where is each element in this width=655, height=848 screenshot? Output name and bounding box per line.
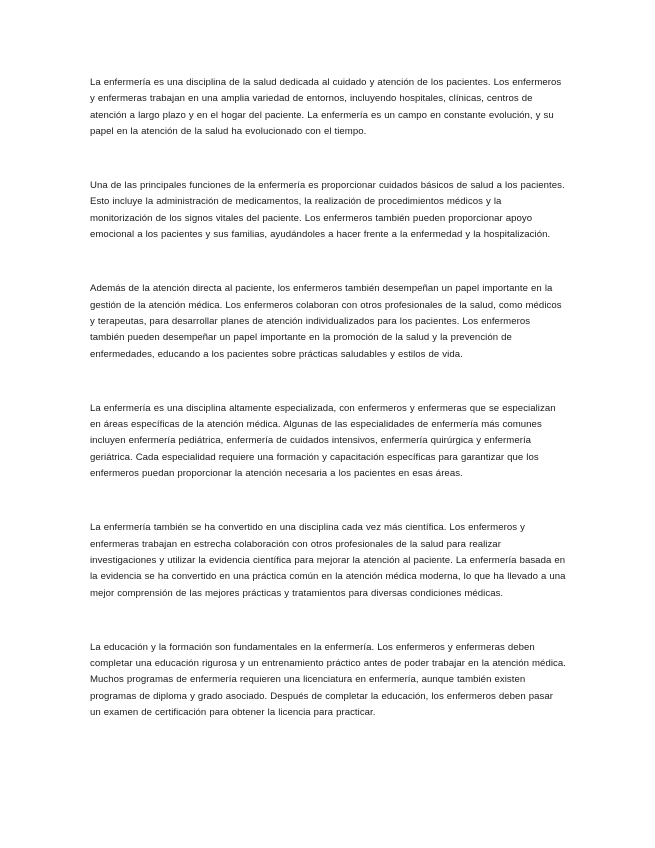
paragraph: La educación y la formación son fundamentales en la enfermería. Los enfermeros y enfermeras deben completar una educación rigurosa y un entrenamiento práctico antes de poder trabajar en la atención médica. Muchos programas de enfermería requieren una licenciatura en enfermería, aunque también existen programas de diploma y grado asociado. Después de completar la educación, los enfermeros deben pasar un examen de certificación para obtener la licencia para practicar. (90, 641, 566, 719)
paragraph: La enfermería es una disciplina altamente especializada, con enfermeros y enfermeras que se especializan en áreas específicas de la atención médica. Algunas de las especialidades de enfermería más comunes incluyen enfermería pediátrica, enfermería de cuidados intensivos, enfermería quirúrgica y enfermería geriátrica. Cada especialidad requiere una formación y capacitación específicas para garantizar que los enfermeros puedan proporcionar la atención necesaria a los pacientes en esas áreas. (90, 402, 556, 480)
document-body (90, 75, 566, 721)
paragraph: La enfermería es una disciplina de la salud dedicada al cuidado y atención de los pacientes. Los enfermeros y enfermeras trabajan en una amplia variedad de entornos, incluyendo hospitales, clínicas, centros de atención a largo plazo y en el hogar del paciente. La enfermería es un campo en constante evolución, y su papel en la atención de la salud ha evolucionado con el tiempo. (90, 77, 562, 137)
paragraph: Además de la atención directa al paciente, los enfermeros también desempeñan un papel importante en la gestión de la atención médica. Los enfermeros colaboran con otros profesionales de la salud, como médicos y terapeutas, para desarrollar planes de atención individualizados para los pacientes. Los enfermeros también pueden desempeñar un papel importante en la promoción de la salud y la prevención de enfermedades, educando a los pacientes sobre prácticas saludables y estilos de vida. (90, 283, 562, 360)
paragraph: Una de las principales funciones de la enfermería es proporcionar cuidados básicos de salud a los pacientes. Esto incluye la administración de medicamentos, la realización de procedimientos médicos y la monitorización de los signos vitales del paciente. Los enfermeros también pueden proporcionar apoyo emocional a los pacientes y sus familias, ayudándoles a hacer frente a la enfermedad y la hospitalización. (90, 180, 565, 241)
paragraph: La enfermería también se ha convertido en una disciplina cada vez más científica. Los enfermeros y enfermeras trabajan en estrecha colaboración con otros profesionales de la salud para realizar investigaciones y utilizar la evidencia científica para mejorar la atención al paciente. La enfermería basada en la evidencia se ha convertido en una práctica común en la atención médica moderna, lo que ha llevado a una mejor comprensión de las mejores prácticas y tratamientos para diversas condiciones médicas. (90, 522, 566, 599)
